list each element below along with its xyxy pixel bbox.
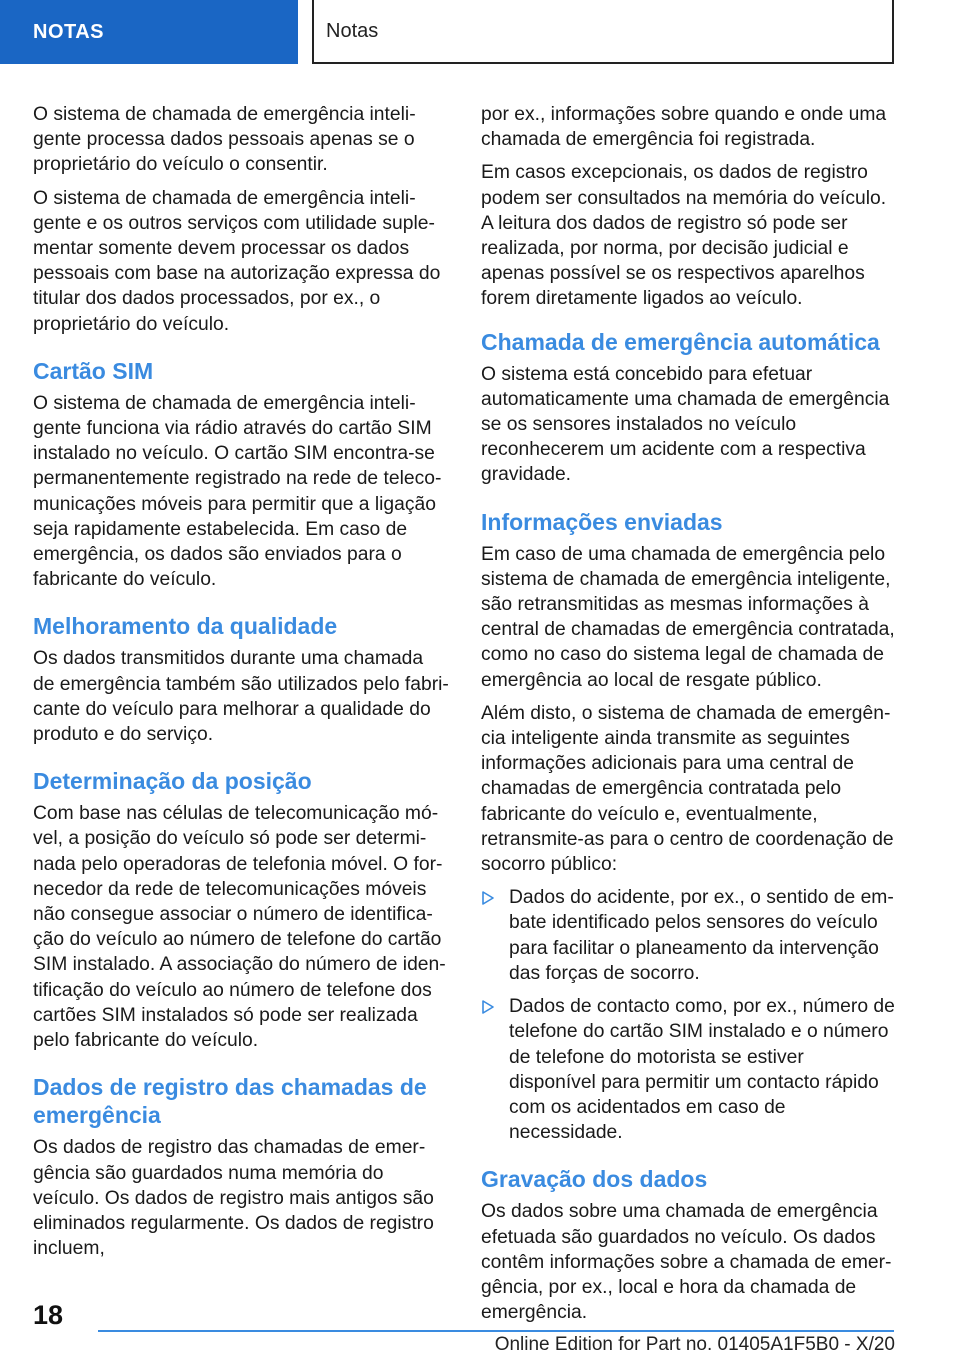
list-item-text: Dados do acidente, por ex., o sentido de embate identificado pelos sensores do veículo para facilitar o planeamento da intervenção das forças de socorro. <box>509 887 894 984</box>
footer-edition-text: Online Edition for Part no. 01405A1F5B0 - X/20 <box>494 1334 895 1355</box>
paragraph: Em caso de uma chamada de emergência pelo sistema de chamada de emergência inteligente, são retransmitidas as mesmas informações à central de chamadas de emergência contratada, como no caso do sistema legal de chamada de emergência ao local de resgate público. <box>481 543 895 691</box>
triangle-right-outline-icon <box>481 891 495 905</box>
heading-data-storage: Gravação dos dados <box>481 1166 708 1193</box>
page-header-title: Notas <box>312 0 894 64</box>
list-item-text: Dados de contacto como, por ex., número de telefone do cartão SIM instalado e o número de telefone do motorista se estiver disponível para permitir um contacto rápido com os acidentados em caso de necessidade. <box>509 996 895 1144</box>
heading-sim-card: Cartão SIM <box>33 357 154 384</box>
paragraph: O sistema de chamada de emergência inteligente e os outros serviços com utilidade suplementar somente devem processar os dados pessoais com base na autorização expressa do titular dos dados processados, por ex., o proprietário do veículo. <box>33 187 441 335</box>
heading-position: Determinação da posição <box>33 768 312 795</box>
paragraph: Os dados de registro das chamadas de emergência são guardados numa memória do veículo. Os dados de registro mais antigos são eliminados regularmente. Os dados de registro incluem, <box>33 1137 434 1260</box>
section-tab: NOTAS <box>0 0 298 64</box>
bullet-list <box>481 885 895 1145</box>
left-column <box>33 102 449 1269</box>
triangle-right-outline-icon <box>481 1000 495 1014</box>
paragraph: por ex., informações sobre quando e onde uma chamada de emergência foi registrada. <box>481 104 887 151</box>
paragraph: Os dados sobre uma chamada de emergência efetuada são guardados no veículo. Os dados contêm informações sobre a chamada de emergência, por ex., local e hora da chamada de emergência. <box>481 1201 892 1324</box>
heading-records: Dados de registro das chamadas de emergência <box>33 1074 427 1129</box>
footer-divider <box>98 1330 894 1332</box>
paragraph: Além disto, o sistema de chamada de emergência inteligente ainda transmite as seguintes informações adicionais para uma central de chamadas de emergência contratada pelo fabricante do veículo e, eventualmente, retransmite-as para o centro de coordenação de socorro público: <box>481 702 894 876</box>
paragraph: O sistema de chamada de emergência inteligente funciona via rádio através do cartão SIM instalado no veículo. O cartão SIM encontra-se permanentemente registrado na rede de telecomunicações móveis para permitir que a ligação seja rapidamente estabelecida. Em caso de emergência, os dados são enviados para o fabricante do veículo. <box>33 392 442 591</box>
heading-sent-info: Informações enviadas <box>481 508 723 535</box>
page-number: 18 <box>33 1300 64 1330</box>
paragraph: O sistema de chamada de emergência inteligente processa dados pessoais apenas se o proprietário do veículo o consentir. <box>33 104 416 176</box>
heading-quality: Melhoramento da qualidade <box>33 613 338 640</box>
paragraph: Os dados transmitidos durante uma chamada de emergência também são utilizados pelo fabricante do veículo para melhorar a qualidade do produto e do serviço. <box>33 648 449 746</box>
list-item <box>481 885 895 986</box>
paragraph: O sistema está concebido para efetuar automaticamente uma chamada de emergência se os sensores instalados no veículo reconhecerem um acidente com a respectiva gravidade. <box>481 363 890 486</box>
paragraph: Em casos excepcionais, os dados de registro podem ser consultados na memória do veículo. A leitura dos dados de registro só pode ser realizada, por norma, por decisão judicial e apenas possível se os respectivos aparelhos forem diretamente ligados ao veículo. <box>481 162 887 310</box>
list-item <box>481 994 895 1145</box>
paragraph: Com base nas células de telecomunicação móvel, a posição do veículo só pode ser determinada pelo operadoras de telefonia móvel. O fornecedor da rede de telecomunicações móveis não consegue associar o número de identificação do veículo ao número de telefone do cartão SIM instalado. A associação do número de identificação do veículo ao número de telefone dos cartões SIM instalados só pode ser realizada pelo fabricante do veículo. <box>33 803 446 1052</box>
right-column <box>481 102 895 1333</box>
heading-automatic-call: Chamada de emergência automática <box>481 328 880 355</box>
